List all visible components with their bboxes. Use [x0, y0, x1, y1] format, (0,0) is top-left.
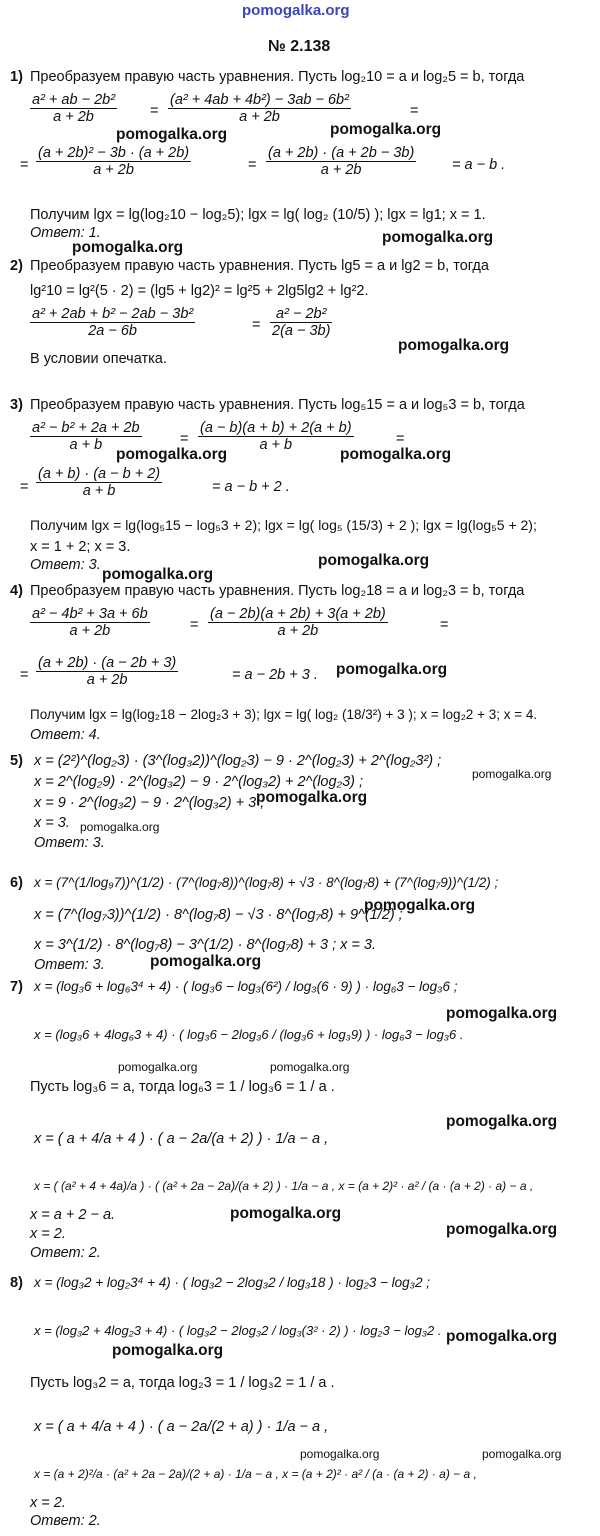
watermark: pomogalka.org: [318, 552, 430, 569]
p1-intro: Преобразуем правую часть уравнения. Пусть log₂10 = a и log₂5 = b, тогда: [30, 69, 525, 85]
equals-sign: =: [20, 157, 29, 173]
item-label-8: 8): [10, 1275, 23, 1291]
p2-intro: Преобразуем правую часть уравнения. Пусть lg5 = a и lg2 = b, тогда: [30, 258, 489, 274]
p8-answer: Ответ: 2.: [30, 1513, 101, 1529]
p4-frac-3-den: a + 2b: [86, 672, 128, 688]
watermark: pomogalka.org: [150, 953, 262, 970]
p7-let: Пусть log₃6 = a, тогда log₆3 = 1 / log₃6 = 1 / a .: [30, 1079, 335, 1095]
watermark: pomogalka.org: [340, 446, 452, 463]
site-header[interactable]: pomogalka.org: [242, 2, 350, 19]
equals-sign: =: [20, 667, 29, 683]
p1-result: = a − b .: [452, 157, 506, 173]
p7-x-1: x = ( a + 4/a + 4 ) · ( a − 2a/(a + 2) ) · 1/a − a ,: [34, 1131, 329, 1147]
p3-frac-3-num: (a + b) · (a − b + 2): [38, 466, 161, 482]
watermark: pomogalka.org: [230, 1205, 342, 1222]
p2-frac-1: [30, 306, 195, 339]
p4-frac-2: [208, 606, 388, 639]
p1-answer: Ответ: 1.: [30, 225, 101, 241]
watermark: pomogalka.org: [270, 1060, 350, 1074]
p4-intro: Преобразуем правую часть уравнения. Пусть log₂18 = a и log₂3 = b, тогда: [30, 583, 525, 599]
p6-line-2: x = (7^(log₇3))^(1/2) · 8^(log₇8) − √3 · 8^(log₇8) + 9^(1/2) ;: [34, 907, 403, 923]
p4-frac-3: [36, 655, 178, 688]
p8-line-1: x = (log₃2 + log₂3⁴ + 4) · ( log₃2 − 2log₃2 / log₃18 ) · log₂3 − log₃2 ;: [34, 1275, 431, 1290]
watermark: pomogalka.org: [116, 126, 228, 143]
watermark: pomogalka.org: [472, 767, 552, 781]
p3-answer: Ответ: 3.: [30, 557, 101, 573]
equals-sign: =: [180, 431, 189, 447]
equals-sign: =: [410, 103, 419, 119]
p2-line-2: lg²10 = lg²(5 · 2) = (lg5 + lg2)² = lg²5 + 2lg5lg2 + lg²2.: [30, 283, 369, 299]
watermark: pomogalka.org: [364, 897, 476, 914]
p2-frac-2: [270, 306, 332, 339]
item-label-1: 1): [10, 69, 23, 85]
p1-frac-4-num: (a + 2b) · (a + 2b − 3b): [268, 145, 415, 161]
p6-line-3: x = 3^(1/2) · 8^(log₇8) − 3^(1/2) · 8^(log₇8) + 3 ; x = 3.: [34, 937, 377, 953]
p4-frac-2-den: a + 2b: [277, 623, 319, 639]
p2-frac-2-den: 2(a − 3b): [272, 323, 331, 339]
p3-frac-3-den: a + b: [82, 483, 116, 499]
item-label-6: 6): [10, 875, 23, 891]
p4-frac-1: [30, 606, 150, 639]
equals-sign: =: [396, 431, 405, 447]
watermark: pomogalka.org: [382, 229, 494, 246]
equals-sign: =: [190, 617, 199, 633]
watermark: pomogalka.org: [102, 566, 214, 583]
watermark: pomogalka.org: [446, 1005, 558, 1022]
item-label-2: 2): [10, 258, 23, 274]
p3-frac-2-num: (a − b)(a + b) + 2(a + b): [200, 420, 352, 436]
item-label-7: 7): [10, 979, 23, 995]
p3-intro: Преобразуем правую часть уравнения. Пусть log₅15 = a и log₅3 = b, тогда: [30, 397, 525, 413]
p1-frac-1-den: a + 2b: [53, 109, 94, 125]
p6-answer: Ответ: 3.: [34, 957, 105, 973]
p7-answer: Ответ: 2.: [30, 1245, 101, 1261]
p3-frac-1-den: a + b: [69, 437, 103, 453]
p4-result: = a − 2b + 3 .: [232, 667, 318, 683]
p4-frac-1-den: a + 2b: [69, 623, 111, 639]
p3-frac-1-num: a² − b² + 2a + 2b: [32, 420, 140, 436]
watermark: pomogalka.org: [112, 1342, 224, 1359]
p2-note: В условии опечатка.: [30, 351, 167, 367]
p1-frac-2: [168, 92, 351, 125]
watermark: pomogalka.org: [80, 820, 160, 834]
item-label-4: 4): [10, 583, 23, 599]
watermark: pomogalka.org: [300, 1447, 380, 1461]
p8-x-1: x = ( a + 4/a + 4 ) · ( a − 2a/(2 + a) ) · 1/a − a ,: [34, 1419, 329, 1435]
p3-frac-2-den: a + b: [259, 437, 293, 453]
equals-sign: =: [20, 479, 29, 495]
p1-frac-2-den: a + 2b: [239, 109, 280, 125]
watermark: pomogalka.org: [72, 239, 184, 256]
watermark: pomogalka.org: [446, 1221, 558, 1238]
p5-answer: Ответ: 3.: [34, 835, 105, 851]
watermark: pomogalka.org: [330, 121, 442, 138]
p3-x: x = 1 + 2; x = 3.: [30, 539, 131, 555]
p8-x-3: x = 2.: [30, 1495, 66, 1511]
p2-frac-1-den: 2a − 6b: [88, 323, 138, 339]
p1-frac-1-num: a² + ab − 2b²: [32, 92, 116, 108]
p4-frac-1-num: a² − 4b² + 3a + 6b: [32, 606, 148, 622]
watermark: pomogalka.org: [398, 337, 510, 354]
p3-got: Получим lgx = lg(log₅15 − log₅3 + 2); lgx = lg( log₅ (15/3) + 2 ); lgx = lg(log₅5 + 2);: [30, 517, 537, 533]
equals-sign: =: [248, 157, 257, 173]
p1-frac-4-den: a + 2b: [320, 162, 362, 178]
watermark: pomogalka.org: [116, 446, 228, 463]
p4-frac-3-num: (a + 2b) · (a − 2b + 3): [38, 655, 177, 671]
p5-line-3: x = 9 · 2^(log₃2) − 9 · 2^(log₃2) + 3 ;: [34, 795, 265, 811]
equals-sign: =: [440, 617, 449, 633]
p5-line-2: x = 2^(log₂9) · 2^(log₃2) − 9 · 2^(log₃2) + 2^(log₂3) ;: [34, 774, 364, 790]
p4-got: Получим lgx = lg(log₂18 − 2log₂3 + 3); lgx = lg( log₂ (18/3²) + 3 ); x = log₂2 + 3; x = 4.: [30, 707, 538, 722]
p7-line-2: x = (log₃6 + 4log₆3 + 4) · ( log₃6 − 2log₃6 / (log₃6 + log₃9) ) · log₆3 − log₃6 .: [34, 1027, 464, 1042]
watermark: pomogalka.org: [446, 1328, 558, 1345]
watermark: pomogalka.org: [446, 1113, 558, 1130]
p1-frac-3-den: a + 2b: [93, 162, 134, 178]
watermark: pomogalka.org: [256, 789, 368, 806]
watermark: pomogalka.org: [118, 1060, 198, 1074]
p7-x-2: x = ( (a² + 4 + 4a)/a ) · ( (a² + 2a − 2a)/(a + 2) ) · 1/a − a , x = (a + 2)² · a² / (a · (a + 2) · a) − a ,: [34, 1179, 534, 1193]
item-label-5: 5): [10, 753, 23, 769]
p7-x-3: x = a + 2 − a.: [30, 1207, 116, 1223]
p3-result: = a − b + 2 .: [212, 479, 290, 495]
p1-frac-3-num: (a + 2b)² − 3b · (a + 2b): [38, 145, 190, 161]
p6-line-1: x = (7^(1/log₉7))^(1/2) · (7^(log₇8))^(log₇8) + √3 · 8^(log₇8) + (7^(log₇9))^(1/2) ;: [34, 875, 499, 890]
p7-line-1: x = (log₃6 + log₆3⁴ + 4) · ( log₃6 − log₃(6²) / log₃(6 · 9) ) · log₆3 − log₃6 ;: [34, 979, 458, 994]
p5-line-1: x = (2²)^(log₂3) · (3^(log₃2))^(log₂3) − 9 · 2^(log₂3) + 2^(log₂3²) ;: [34, 753, 442, 769]
p5-line-4: x = 3.: [34, 815, 70, 831]
item-label-3: 3): [10, 397, 23, 413]
equals-sign: =: [252, 317, 261, 333]
p2-frac-1-num: a² + 2ab + b² − 2ab − 3b²: [32, 306, 194, 322]
p4-frac-2-num: (a − 2b)(a + 2b) + 3(a + 2b): [210, 606, 386, 622]
p2-frac-2-num: a² − 2b²: [270, 306, 332, 323]
p1-frac-2-num: (a² + 4ab + 4b²) − 3ab − 6b²: [170, 92, 349, 108]
p7-x-4: x = 2.: [30, 1226, 66, 1242]
p8-let: Пусть log₃2 = a, тогда log₂3 = 1 / log₃2 = 1 / a .: [30, 1375, 335, 1391]
equals-sign: =: [150, 103, 159, 119]
p1-frac-3: [36, 145, 191, 178]
p8-x-2: x = (a + 2)²/a · (a² + 2a − 2a)/(2 + a) · 1/a − a , x = (a + 2)² · a² / (a · (a + 2) · a) − a ,: [34, 1467, 477, 1481]
p1-frac-4: [266, 145, 416, 178]
p4-answer: Ответ: 4.: [30, 727, 101, 743]
p1-frac-1: [30, 92, 117, 125]
watermark: pomogalka.org: [482, 1447, 562, 1461]
p3-frac-3: [36, 466, 162, 499]
watermark: pomogalka.org: [336, 661, 448, 678]
p8-line-2: x = (log₃2 + 4log₂3 + 4) · ( log₃2 − 2log₃2 / log₃(3² · 2) ) · log₂3 − log₃2 .: [34, 1323, 442, 1338]
problem-number: № 2.138: [268, 38, 331, 55]
p1-got: Получим lgx = lg(log₂10 − log₂5); lgx = lg( log₂ (10/5) ); lgx = lg1; x = 1.: [30, 207, 486, 223]
